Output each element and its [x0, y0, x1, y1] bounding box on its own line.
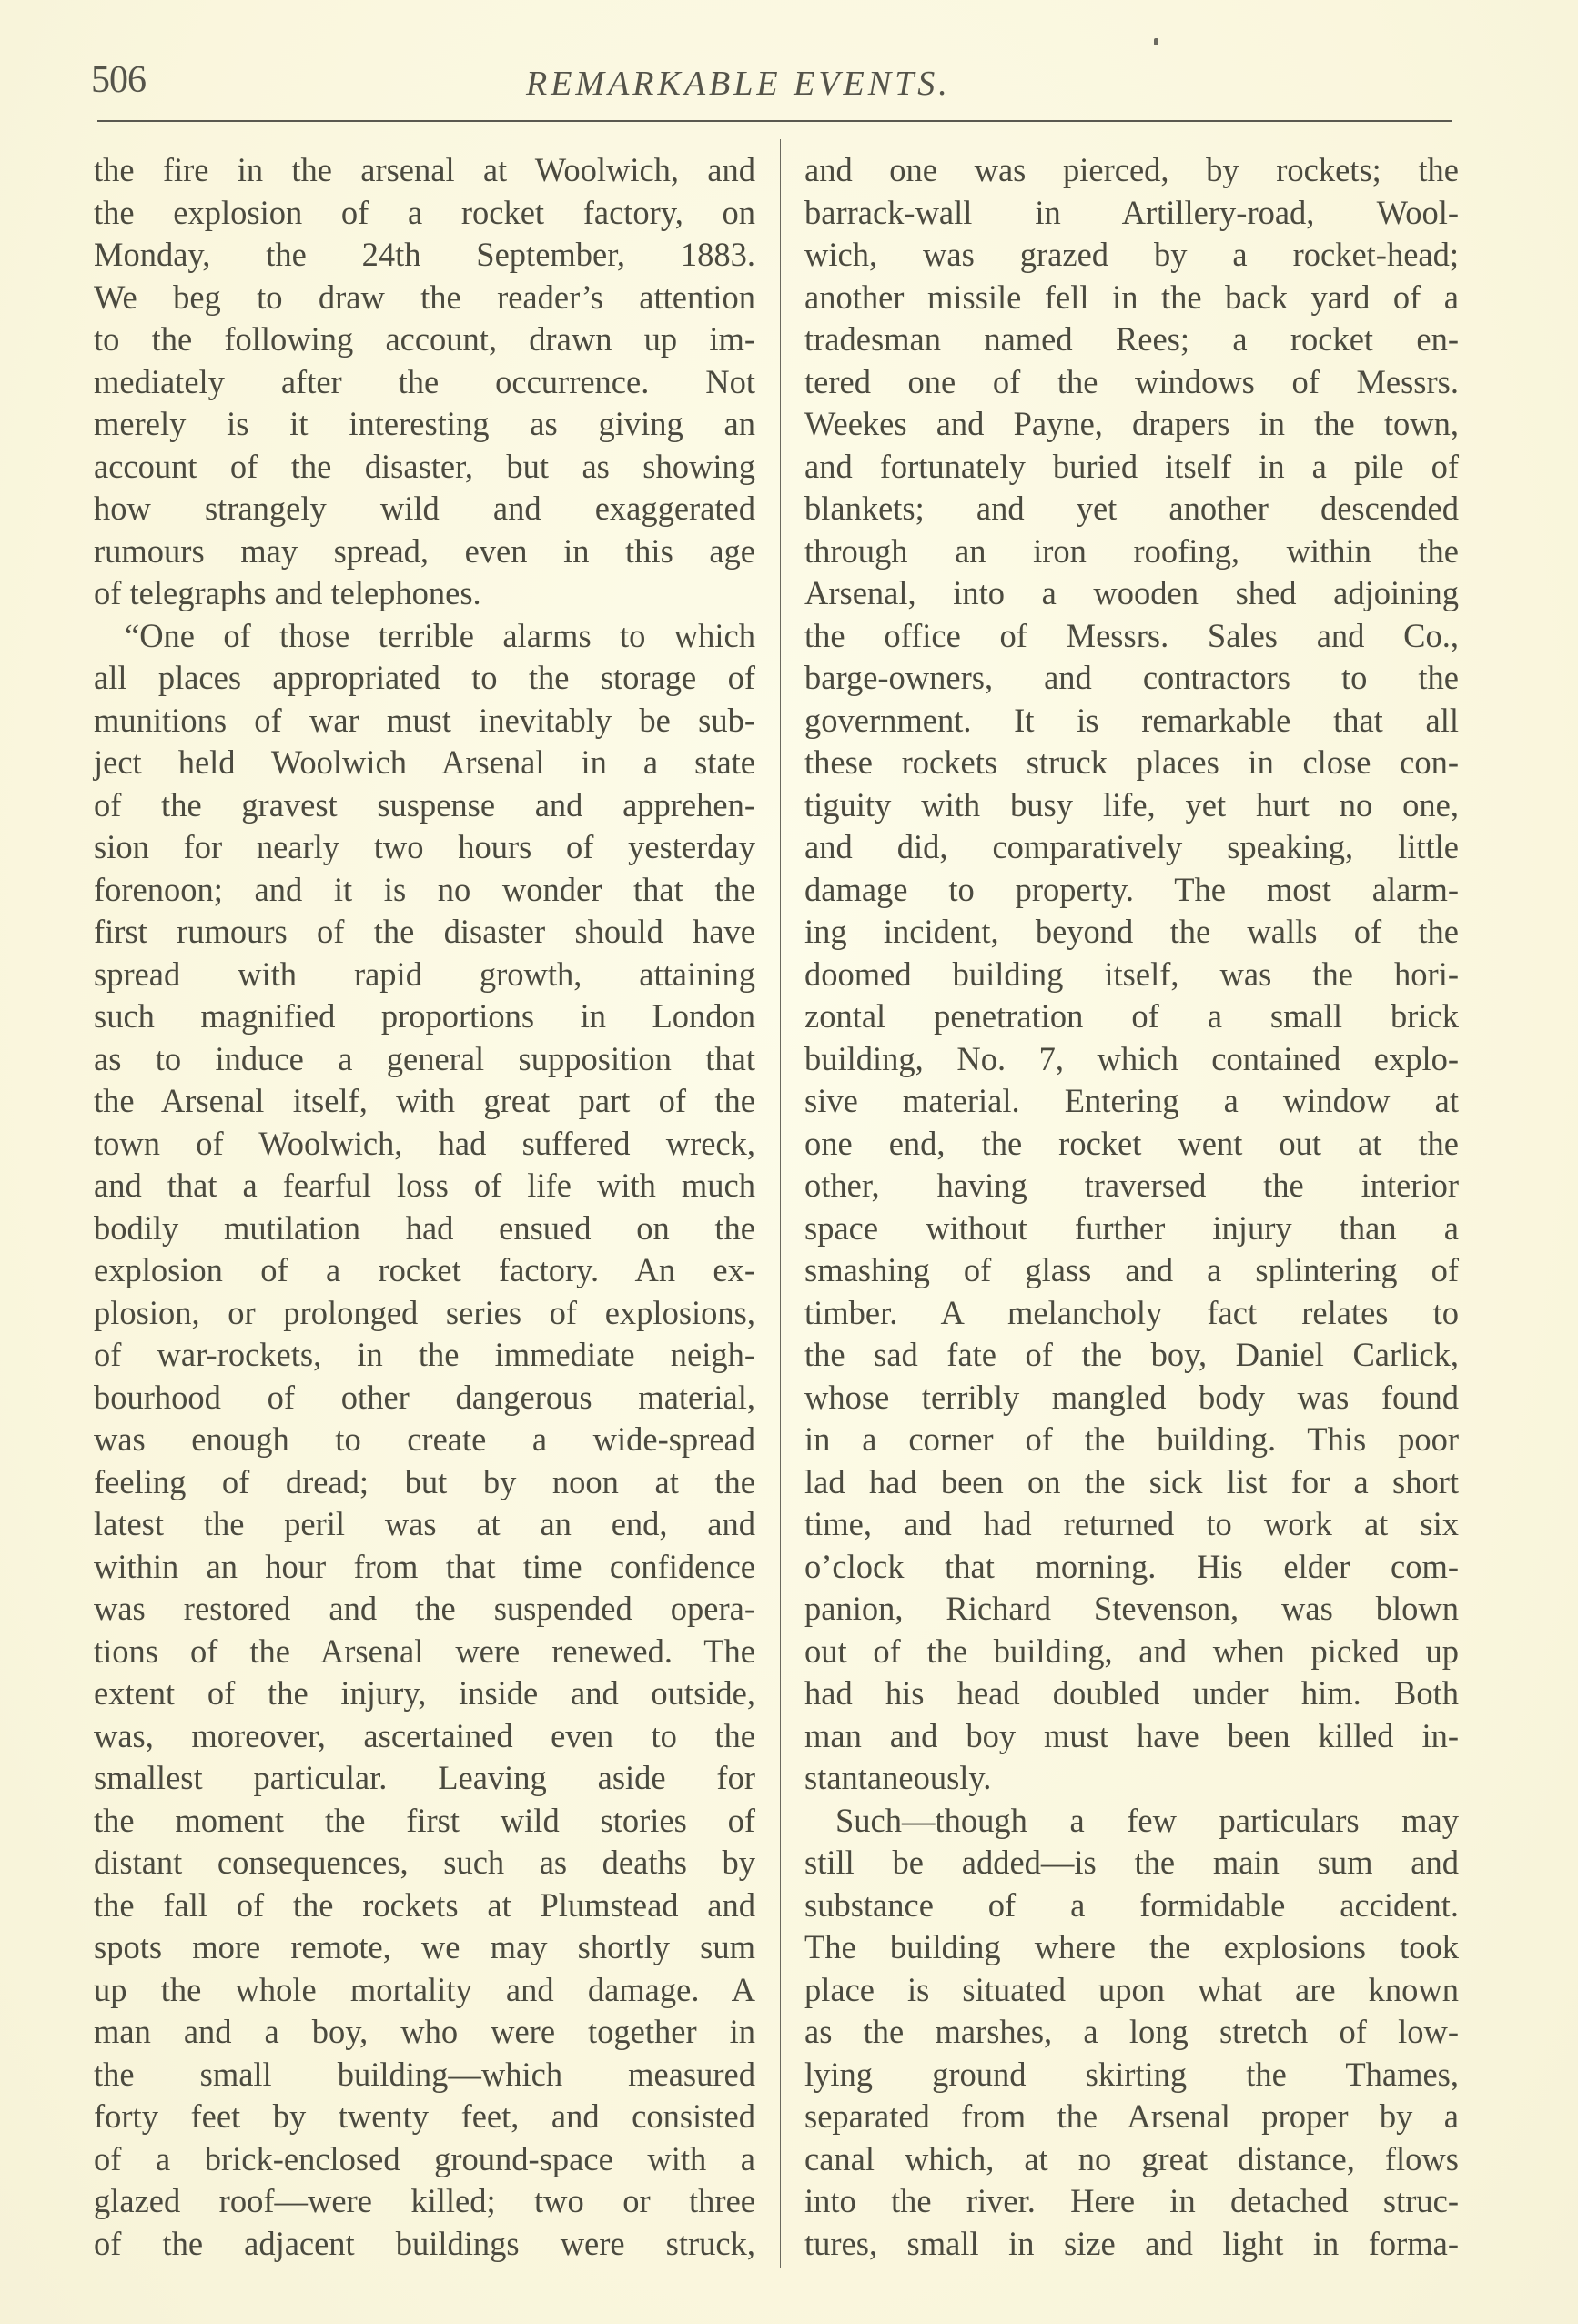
text-line: panion, Richard Stevenson, was blown	[804, 1590, 1459, 1627]
text-line: glazed roof—were killed; two or three	[94, 2182, 755, 2219]
text-line: of war-rockets, in the immediate neigh-	[94, 1336, 755, 1373]
text-line: ing incident, beyond the walls of the	[804, 913, 1459, 950]
text-line: substance of a formidable accident.	[804, 1885, 1459, 1924]
right-column	[804, 149, 1459, 2265]
text-line: bodily mutilation had ensued on the	[94, 1208, 755, 1247]
text-line: man and boy must have been killed in-	[804, 1716, 1459, 1754]
text-line: plosion, or prolonged series of explosions,	[94, 1293, 755, 1331]
text-line: Monday, the 24th September, 1883.	[94, 236, 755, 273]
text-line: the office of Messrs. Sales and Co.,	[804, 616, 1459, 654]
text-line: town of Woolwich, had suffered wreck,	[94, 1124, 755, 1162]
left-column	[94, 149, 755, 2265]
text-line: another missile fell in the back yard of a	[804, 278, 1459, 316]
text-line: into the river. Here in detached struc-	[804, 2182, 1459, 2219]
text-line: these rockets struck places in close con-	[804, 743, 1459, 781]
text-line: barge-owners, and contractors to the	[804, 659, 1459, 696]
text-line: of the gravest suspense and apprehen-	[94, 785, 755, 824]
text-line: tiguity with busy life, yet hurt no one,	[804, 785, 1459, 824]
text-line: through an iron roofing, within the	[804, 531, 1459, 570]
text-line: munitions of war must inevitably be sub-	[94, 701, 755, 739]
text-line: mediately after the occurrence. Not	[94, 362, 755, 400]
text-line: the moment the first wild stories of	[94, 1801, 755, 1839]
text-line: barrack-wall in Artillery-road, Wool-	[804, 193, 1459, 231]
text-line: rumours may spread, even in this age	[94, 531, 755, 570]
text-line: the small building—which measured	[94, 2055, 755, 2093]
text-line: man and a boy, who were together in	[94, 2013, 755, 2050]
text-line: extent of the injury, inside and outside,	[94, 1674, 755, 1712]
text-line: tradesman named Rees; a rocket en-	[804, 320, 1459, 358]
text-line: merely is it interesting as giving an	[94, 405, 755, 442]
text-line: smallest particular. Leaving aside for	[94, 1759, 755, 1796]
text-line: the Arsenal itself, with great part of the	[94, 1082, 755, 1119]
text-line: bourhood of other dangerous material,	[94, 1378, 755, 1416]
text-line: whose terribly mangled body was found	[804, 1378, 1459, 1416]
text-line: zontal penetration of a small brick	[804, 997, 1459, 1035]
running-title: REMARKABLE EVENTS.	[526, 65, 951, 103]
text-line: in a corner of the building. This poor	[804, 1420, 1459, 1458]
text-line: such magnified proportions in London	[94, 997, 755, 1035]
text-line: still be added—is the main sum and	[804, 1844, 1459, 1881]
text-line: canal which, at no great distance, flows	[804, 2139, 1459, 2177]
text-line: and that a fearful loss of life with much	[94, 1167, 755, 1204]
text-line: Arsenal, into a wooden shed adjoining	[804, 574, 1459, 611]
text-line: Such—though a few particulars may	[835, 1801, 1459, 1839]
text-line: time, and had returned to work at six	[804, 1505, 1459, 1542]
text-line: one end, the rocket went out at the	[804, 1124, 1459, 1162]
text-line: and one was pierced, by rockets; the	[804, 151, 1459, 188]
text-line: other, having traversed the interior	[804, 1167, 1459, 1204]
text-line: government. It is remarkable that all	[804, 701, 1459, 739]
text-line: the fire in the arsenal at Woolwich, and	[94, 151, 755, 188]
text-line: space without further injury than a	[804, 1208, 1459, 1247]
text-line: was enough to create a wide-spread	[94, 1420, 755, 1458]
text-line: “One of those terrible alarms to which	[125, 616, 755, 654]
text-line: up the whole mortality and damage. A	[94, 1970, 755, 2008]
text-line: distant consequences, such as deaths by	[94, 1844, 755, 1881]
text-line: lying ground skirting the Thames,	[804, 2055, 1459, 2093]
text-line: all places appropriated to the storage of	[94, 659, 755, 696]
text-line: account of the disaster, but as showing	[94, 447, 755, 485]
text-line: the fall of the rockets at Plumstead and	[94, 1885, 755, 1924]
text-line: sion for nearly two hours of yesterday	[94, 828, 755, 865]
running-head	[0, 0, 1578, 127]
text-line: the explosion of a rocket factory, on	[94, 193, 755, 231]
text-line: was restored and the suspended opera-	[94, 1590, 755, 1627]
text-line: and fortunately buried itself in a pile of	[804, 447, 1459, 485]
page-number: 506	[91, 59, 146, 101]
text-line: had his head doubled under him. Both	[804, 1674, 1459, 1712]
text-line: wich, was grazed by a rocket-head;	[804, 236, 1459, 273]
text-line: out of the building, and when picked up	[804, 1632, 1459, 1670]
text-line: ject held Woolwich Arsenal in a state	[94, 743, 755, 781]
text-line: building, No. 7, which contained explo-	[804, 1039, 1459, 1077]
text-line: Weekes and Payne, drapers in the town,	[804, 405, 1459, 442]
text-line: and did, comparatively speaking, little	[804, 828, 1459, 865]
text-line: doomed building itself, was the hori-	[804, 955, 1459, 993]
text-line: place is situated upon what are known	[804, 1970, 1459, 2008]
text-line: We beg to draw the reader’s attention	[94, 278, 755, 316]
text-line: smashing of glass and a splintering of	[804, 1251, 1459, 1288]
text-line: latest the peril was at an end, and	[94, 1505, 755, 1542]
text-line: to the following account, drawn up im-	[94, 320, 755, 358]
text-line: within an hour from that time confidence	[94, 1547, 755, 1585]
text-line: explosion of a rocket factory. An ex-	[94, 1251, 755, 1288]
header-rule	[97, 120, 1452, 122]
text-line: tered one of the windows of Messrs.	[804, 362, 1459, 400]
text-line: of a brick-enclosed ground-space with a	[94, 2139, 755, 2177]
text-line: spread with rapid growth, attaining	[94, 955, 755, 993]
text-line: o’clock that morning. His elder com-	[804, 1547, 1459, 1585]
text-line: tures, small in size and light in forma-	[804, 2224, 1459, 2262]
text-line: forty feet by twenty feet, and consisted	[94, 2097, 755, 2135]
text-line: as to induce a general supposition that	[94, 1039, 755, 1077]
text-line: of telegraphs and telephones.	[94, 574, 481, 611]
text-line: of the adjacent buildings were struck,	[94, 2224, 755, 2262]
text-line: spots more remote, we may shortly sum	[94, 1928, 755, 1965]
text-line: first rumours of the disaster should have	[94, 913, 755, 950]
text-line: feeling of dread; but by noon at the	[94, 1462, 755, 1500]
text-line: the sad fate of the boy, Daniel Carlick,	[804, 1336, 1459, 1373]
text-line: blankets; and yet another descended	[804, 490, 1459, 527]
text-line: separated from the Arsenal proper by a	[804, 2097, 1459, 2135]
text-line: damage to property. The most alarm-	[804, 870, 1459, 908]
text-line: lad had been on the sick list for a short	[804, 1462, 1459, 1500]
text-line: how strangely wild and exaggerated	[94, 490, 755, 527]
text-line: The building where the explosions took	[804, 1928, 1459, 1965]
text-line: as the marshes, a long stretch of low-	[804, 2013, 1459, 2050]
column-divider	[780, 139, 781, 2268]
text-line: forenoon; and it is no wonder that the	[94, 870, 755, 908]
text-line: sive material. Entering a window at	[804, 1082, 1459, 1119]
text-line: was, moreover, ascertained even to the	[94, 1716, 755, 1754]
text-line: stantaneously.	[804, 1759, 992, 1796]
text-line: tions of the Arsenal were renewed. The	[94, 1632, 755, 1670]
text-line: timber. A melancholy fact relates to	[804, 1293, 1459, 1331]
